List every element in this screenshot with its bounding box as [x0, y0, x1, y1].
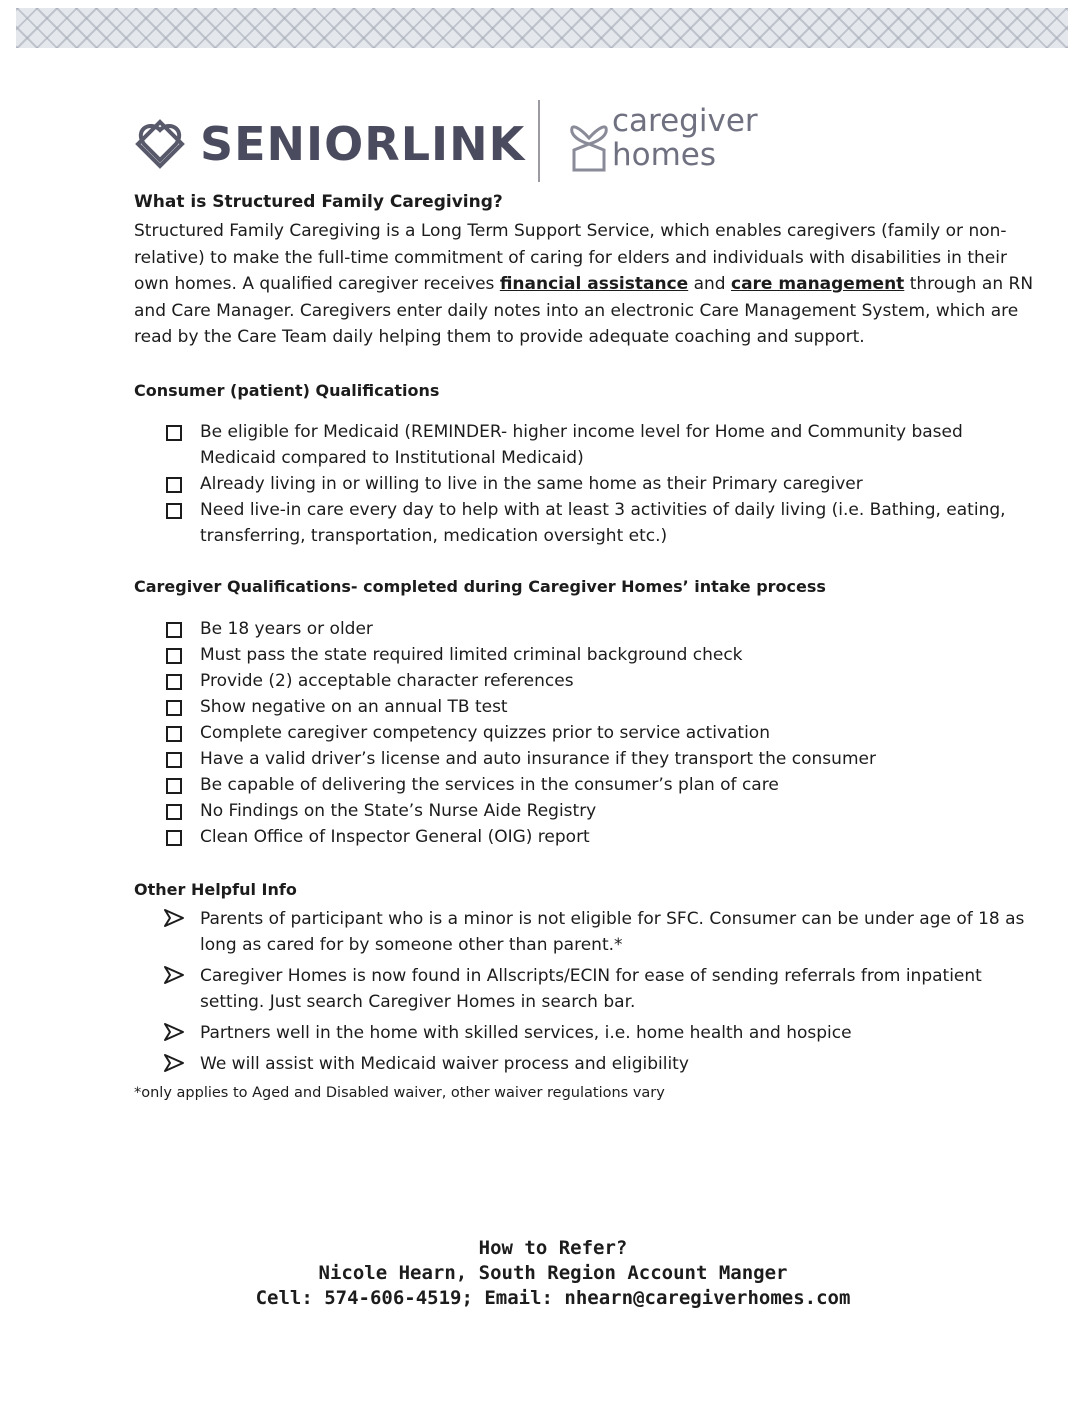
intro-text-and: and	[688, 274, 731, 294]
checkbox-icon	[166, 503, 182, 519]
checkbox-icon	[166, 477, 182, 493]
checklist-item: Need live-in care every day to help with at least 3 activities of daily living (i.e. Bathing, eating, transferring, transportation, medication oversight etc.)	[134, 497, 1034, 549]
caregiver-homes-logo-text	[612, 104, 758, 172]
checklist-item: Be 18 years or older	[134, 616, 1034, 642]
checklist-item: Have a valid driver’s license and auto insurance if they transport the consumer	[134, 746, 1034, 772]
caregiver-homes-logo-icon	[568, 114, 610, 172]
checkbox-icon	[166, 752, 182, 768]
checklist-item: Already living in or willing to live in the same home as their Primary caregiver	[134, 471, 1034, 497]
checklist-item: No Findings on the State’s Nurse Aide Registry	[134, 798, 1034, 824]
checklist-item: Complete caregiver competency quizzes prior to service activation	[134, 720, 1034, 746]
checkbox-icon	[166, 804, 182, 820]
other-info-list	[134, 906, 1034, 1077]
checkbox-icon	[166, 674, 182, 690]
contact-name: Nicole Hearn, South Region Account Manger	[318, 1262, 788, 1284]
seniorlink-logo-icon	[130, 116, 190, 172]
arrow-bullet-icon	[162, 908, 186, 928]
contact-details: Cell: 574-606-4519; Email: nhearn@caregiverhomes.com	[255, 1287, 851, 1309]
checkbox-icon	[166, 726, 182, 742]
list-item: Parents of participant who is a minor is not eligible for SFC. Consumer can be under age of 18 as long as cared for by someone other than parent.*	[134, 906, 1034, 958]
checklist-item: Must pass the state required limited criminal background check	[134, 642, 1034, 668]
list-item: We will assist with Medicaid waiver process and eligibility	[134, 1051, 1034, 1077]
consumer-qualifications-title: Consumer (patient) Qualifications	[134, 380, 440, 400]
caregiver-qualifications-title: Caregiver Qualifications- completed during Caregiver Homes’ intake process	[134, 576, 826, 596]
decorative-header-band	[16, 8, 1068, 48]
logo-divider	[538, 100, 540, 182]
checkbox-icon	[166, 648, 182, 664]
care-management-link: care management	[731, 274, 905, 294]
arrow-bullet-icon	[162, 965, 186, 985]
intro-text-part2: through an RN and Care Manager. Caregivers enter daily notes into an electronic Care Management System, which are read by the Care Team daily helping them to provide adequate coaching and support.	[134, 274, 1034, 347]
document-body	[134, 190, 1034, 1103]
referral-contact	[134, 1236, 972, 1311]
checkbox-icon	[166, 830, 182, 846]
checkbox-icon	[166, 778, 182, 794]
intro-heading: What is Structured Family Caregiving?	[134, 192, 503, 212]
footnote: *only applies to Aged and Disabled waiver, other waiver regulations vary	[134, 1084, 665, 1101]
logo-row	[130, 100, 850, 182]
checklist-item: Provide (2) acceptable character references	[134, 668, 1034, 694]
checkbox-icon	[166, 700, 182, 716]
checkbox-icon	[166, 425, 182, 441]
other-info-title: Other Helpful Info	[134, 879, 297, 899]
financial-assistance-link: financial assistance	[499, 274, 689, 294]
arrow-bullet-icon	[162, 1053, 186, 1073]
arrow-bullet-icon	[162, 1022, 186, 1042]
checklist-item: Show negative on an annual TB test	[134, 694, 1034, 720]
list-item: Partners well in the home with skilled services, i.e. home health and hospice	[134, 1020, 1034, 1046]
consumer-checklist	[134, 419, 1034, 549]
checklist-item: Be capable of delivering the services in the consumer’s plan of care	[134, 772, 1034, 798]
checkbox-icon	[166, 622, 182, 638]
checklist-item: Be eligible for Medicaid (REMINDER- higher income level for Home and Community based Medicaid compared to Institutional Medicaid)	[134, 419, 1034, 471]
checklist-item: Clean Office of Inspector General (OIG) report	[134, 824, 1034, 850]
intro-paragraph	[134, 218, 1034, 351]
caregiver-homes-line2: homes	[612, 137, 717, 173]
refer-heading: How to Refer?	[478, 1237, 628, 1259]
list-item: Caregiver Homes is now found in Allscripts/ECIN for ease of sending referrals from inpatient setting. Just search Caregiver Homes in search bar.	[134, 963, 1034, 1015]
caregiver-homes-line1: caregiver	[612, 103, 758, 139]
seniorlink-logo-text: SENIORLINK	[200, 117, 526, 171]
caregiver-checklist	[134, 616, 1034, 850]
intro-text-part1: Structured Family Caregiving is a Long Term Support Service, which enables caregivers (family or non-relative) to make the full-time commitment of caring for elders and individuals with disabilities in their own homes. A qualified caregiver receives	[134, 221, 1007, 294]
